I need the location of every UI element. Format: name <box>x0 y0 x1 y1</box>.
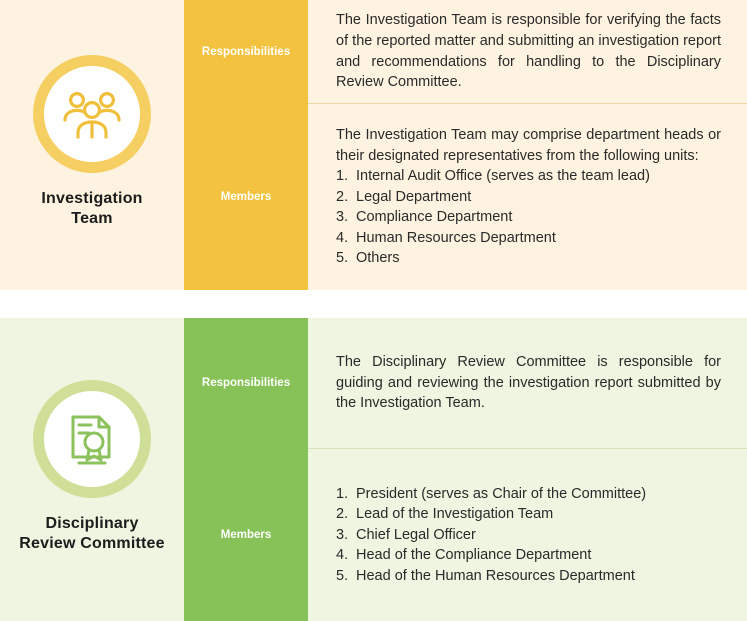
card-title-line2: Review Committee <box>19 534 165 552</box>
label-column-investigation-team <box>184 0 308 290</box>
icon-circle <box>33 55 151 173</box>
row-text-members <box>308 103 747 290</box>
members-list <box>336 166 721 269</box>
list-item-number: 3. <box>336 526 349 543</box>
text-column-disciplinary-review-committee <box>308 318 747 621</box>
list-item-number: 4. <box>336 229 349 246</box>
label-column-disciplinary-review-committee <box>184 318 308 621</box>
icon-panel-investigation-team <box>0 0 184 290</box>
row-text-responsibilities <box>308 318 747 448</box>
list-item-label: Head of the Human Resources Department <box>356 567 635 584</box>
row-label-responsibilities: Responsibilities <box>201 45 291 58</box>
list-item-number: 2. <box>336 506 349 523</box>
paragraph: The Investigation Team is responsible for verifying the facts of the reported matter and submitting an investigation report and recommendations for handling to the Disciplinary Review Committee. <box>336 12 721 91</box>
row-label-members: Members <box>220 528 272 541</box>
list-item <box>336 484 721 505</box>
paragraph: The Disciplinary Review Committee is responsible for guiding and reviewing the investigation report submitted by the Investigation Team. <box>336 354 721 412</box>
row-text-responsibilities <box>308 0 747 103</box>
icon-circle-inner <box>44 391 140 487</box>
icon-panel-disciplinary-review-committee <box>0 318 184 621</box>
list-item-label: Others <box>356 250 400 267</box>
row-text-members <box>308 448 747 621</box>
list-item <box>336 525 721 546</box>
card-title <box>19 514 164 554</box>
list-item-label: Head of the Compliance Department <box>356 547 592 564</box>
people-group-icon <box>61 88 123 140</box>
list-item-label: President (serves as Chair of the Committee) <box>356 485 647 502</box>
list-item-label: Legal Department <box>356 188 472 205</box>
list-item-label: Compliance Department <box>356 209 513 226</box>
document-award-icon <box>63 409 121 469</box>
card-investigation-team <box>0 0 747 290</box>
row-label-responsibilities: Responsibilities <box>201 377 291 389</box>
list-item-label: Chief Legal Officer <box>356 526 476 543</box>
list-item-number: 3. <box>336 209 349 226</box>
list-item-label: Human Resources Department <box>356 229 556 246</box>
list-item <box>336 504 721 525</box>
list-item <box>336 566 721 587</box>
list-item-number: 2. <box>336 188 349 205</box>
members-list <box>336 484 721 587</box>
list-item <box>336 187 721 208</box>
list-item-label: Internal Audit Office (serves as the team lead) <box>356 168 650 185</box>
list-item-number: 4. <box>336 547 349 564</box>
card-title <box>41 189 142 229</box>
card-disciplinary-review-committee <box>0 318 747 621</box>
list-item-number: 1. <box>336 485 349 502</box>
list-item-number: 5. <box>336 567 349 584</box>
list-item-label: Lead of the Investigation Team <box>356 506 554 523</box>
list-item <box>336 545 721 566</box>
row-label-members: Members <box>220 190 272 203</box>
list-item <box>336 248 721 269</box>
list-item <box>336 207 721 228</box>
list-item-number: 1. <box>336 168 349 185</box>
list-item <box>336 166 721 187</box>
list-item-number: 5. <box>336 250 349 267</box>
list-item <box>336 228 721 249</box>
card-title-line1: Investigation <box>41 190 143 207</box>
icon-circle-inner <box>44 66 140 162</box>
card-title-line2: Team <box>71 210 113 227</box>
text-column-investigation-team <box>308 0 747 290</box>
card-title-line1: Disciplinary <box>45 514 139 532</box>
icon-circle <box>33 380 151 498</box>
paragraph: The Investigation Team may comprise department heads or their designated representatives from the following units: <box>336 126 721 164</box>
